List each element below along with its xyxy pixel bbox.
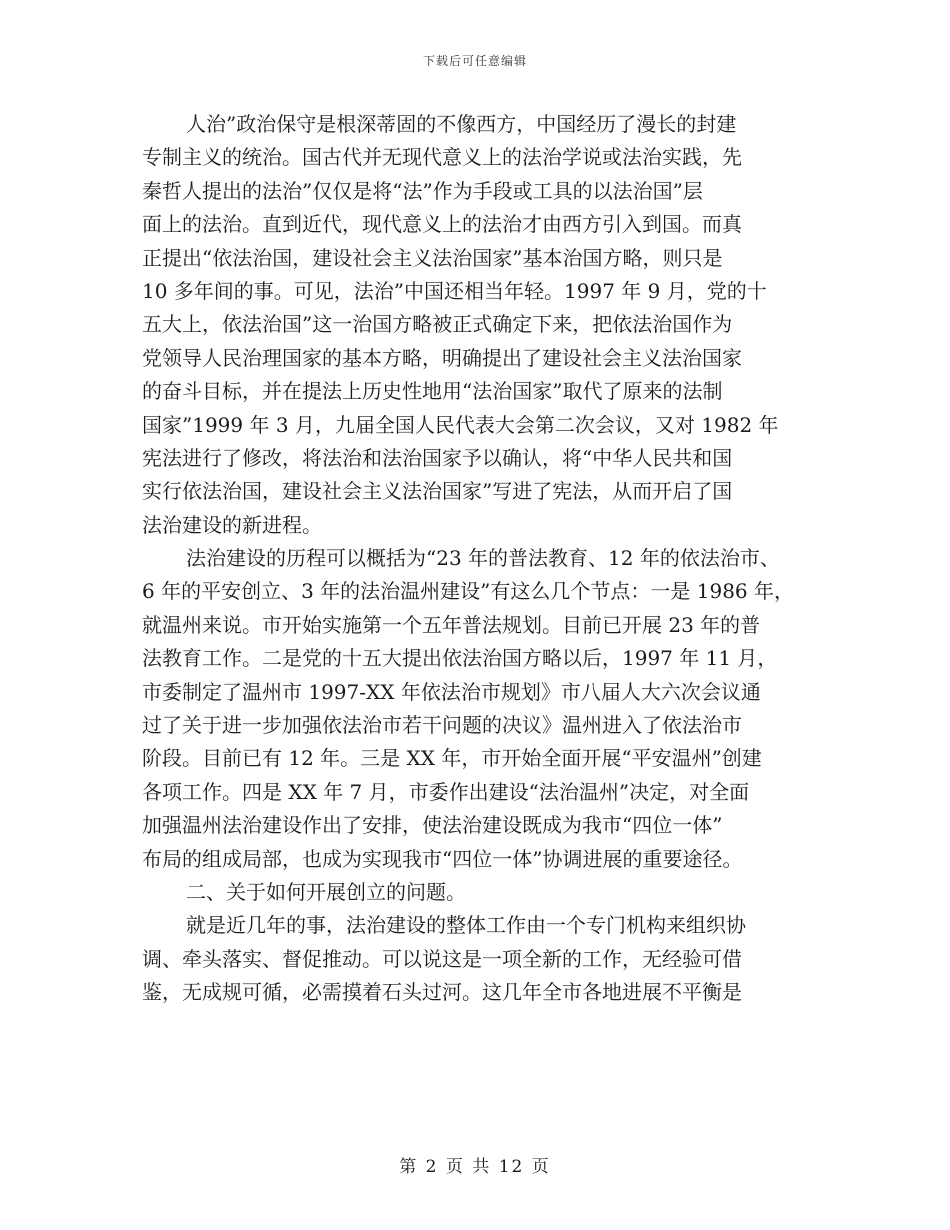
text-line: 各项工作。四是 XX 年 7 月，市委作出建设“法治温州”决定，对全面 — [142, 779, 750, 804]
text-line: 市委制定了温州市 1997-XX 年依法治市规划》市八届人大六次会议通 — [142, 679, 761, 704]
text-line: 党领导人民治理国家的基本方略，明确提出了建设社会主义法治国家 — [142, 345, 742, 370]
text-line: 宪法进行了修改，将法治和法治国家予以确认，将“中华人民共和国 — [142, 445, 733, 470]
page-number: 第 2 页 共 12 页 — [399, 1157, 551, 1177]
text-line: 国家”1999 年 3 月，九届全国人民代表大会第二次会议，又对 1982 年 — [142, 412, 779, 437]
text-line: 实行依法治国，建设社会主义法治国家”写进了宪法，从而开启了国 — [142, 479, 733, 504]
text-line: 五大上，依法治国”这一治国方略被正式确定下来，把依法治国作为 — [142, 312, 733, 337]
text-line: 就是近几年的事，法治建设的整体工作由一个专门机构来组织协 — [186, 913, 746, 938]
text-line: 法治建设的历程可以概括为“23 年的普法教育、12 年的依法治市、 — [186, 546, 780, 571]
text-line: 人治”政治保守是根深蒂固的不像西方，中国经历了漫长的封建 — [186, 112, 737, 136]
document-body — [142, 108, 832, 1010]
text-line: 正提出“依法治国，建设社会主义法治国家”基本治国方略，则只是 — [142, 245, 723, 270]
text-line: 法教育工作。二是党的十五大提出依法治国方略以后，1997 年 11 月， — [142, 646, 778, 671]
text-line: 面上的法治。直到近代，现代意义上的法治才由西方引入到国。而真 — [142, 212, 742, 237]
text-line: 的奋斗目标，并在提法上历史性地用“法治国家”取代了原来的法制 — [142, 379, 723, 404]
text-line: 秦哲人提出的法治”仅仅是将“法”作为手段或工具的以法治国”层 — [142, 178, 703, 203]
page-header: 下载后可任意编辑 — [422, 54, 527, 68]
section-heading: 二、关于如何开展创立的问题。 — [186, 879, 466, 904]
text-line: 6 年的平安创立、3 年的法治温州建设”有这么几个节点：一是 1986 年， — [142, 579, 795, 604]
text-line: 法治建设的新进程。 — [142, 512, 322, 537]
text-line: 10 多年间的事。可见，法治”中国还相当年轻。1997 年 9 月，党的十 — [142, 278, 767, 303]
text-line: 阶段。目前已有 12 年。三是 XX 年，市开始全面开展“平安温州”创建 — [142, 746, 762, 771]
text-line: 布局的组成局部，也成为实现我市“四位一体”协调进展的重要途径。 — [142, 846, 743, 871]
text-line: 专制主义的统治。国古代并无现代意义上的法治学说或法治实践，先 — [142, 145, 742, 170]
text-line: 加强温州法治建设作出了安排，使法治建设既成为我市“四位一体” — [142, 813, 723, 838]
text-line: 鉴，无成规可循，必需摸着石头过河。这几年全市各地进展不平衡是 — [142, 980, 742, 1005]
text-line: 就温州来说。市开始实施第一个五年普法规划。目前已开展 23 年的普 — [142, 612, 761, 637]
text-line: 过了关于进一步加强依法治市若干问题的决议》温州进入了依法治市 — [142, 713, 742, 738]
text-line: 调、牵头落实、督促推动。可以说这是一项全新的工作，无经验可借 — [142, 946, 742, 971]
